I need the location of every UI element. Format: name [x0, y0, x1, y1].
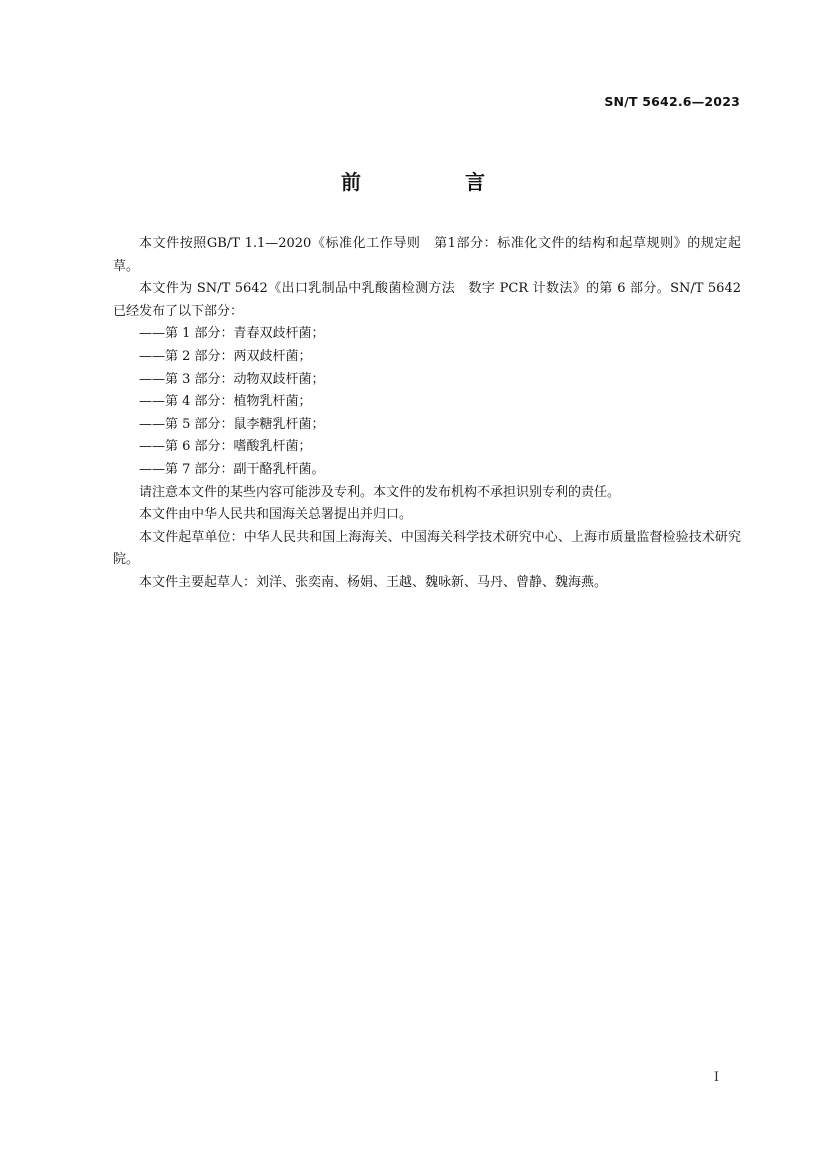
paragraph-patent-notice: 请注意本文件的某些内容可能涉及专利。本文件的发布机构不承担识别专利的责任。	[139, 484, 621, 500]
list-item: ——第 4 部分：植物乳杆菌；	[139, 394, 312, 410]
paragraph-series-intro: 本文件为 SN/T 5642《出口乳制品中乳酸菌检测方法 数字 PCR 计数法》的第 6 部分。SN/T 5642 已经发布了以下部分：	[113, 281, 741, 319]
list-item: ——第 5 部分：鼠李糖乳杆菌；	[139, 416, 325, 432]
list-item: ——第 1 部分：青春双歧杆菌；	[139, 326, 325, 342]
page-title: 前 言	[341, 170, 527, 194]
paragraph-drafters: 本文件主要起草人：刘洋、张奕南、杨娟、王越、魏咏新、马丹、曾静、魏海燕。	[139, 574, 608, 590]
paragraph-drafting-units: 本文件起草单位：中华人民共和国上海海关、中国海关科学技术研究中心、上海市质量监督检验技术研究院。	[113, 529, 741, 568]
list-item: ——第 2 部分：两双歧杆菌；	[139, 348, 312, 364]
standard-code: SN/T 5642.6—2023	[604, 94, 740, 109]
list-item: ——第 3 部分：动物双歧杆菌；	[139, 371, 325, 387]
paragraph-proposer: 本文件由中华人民共和国海关总署提出并归口。	[139, 507, 413, 523]
preface-body	[113, 233, 741, 595]
list-item: ——第 6 部分：嗜酸乳杆菌；	[139, 439, 312, 455]
paragraph-drafting-rules: 本文件按照GB/T 1.1—2020《标准化工作导则 第1部分：标准化文件的结构和起草规则》的规定起草。	[113, 236, 741, 274]
page-number: I	[713, 1070, 719, 1085]
list-item: ——第 7 部分：副干酪乳杆菌。	[139, 461, 325, 477]
parts-list	[113, 323, 741, 481]
